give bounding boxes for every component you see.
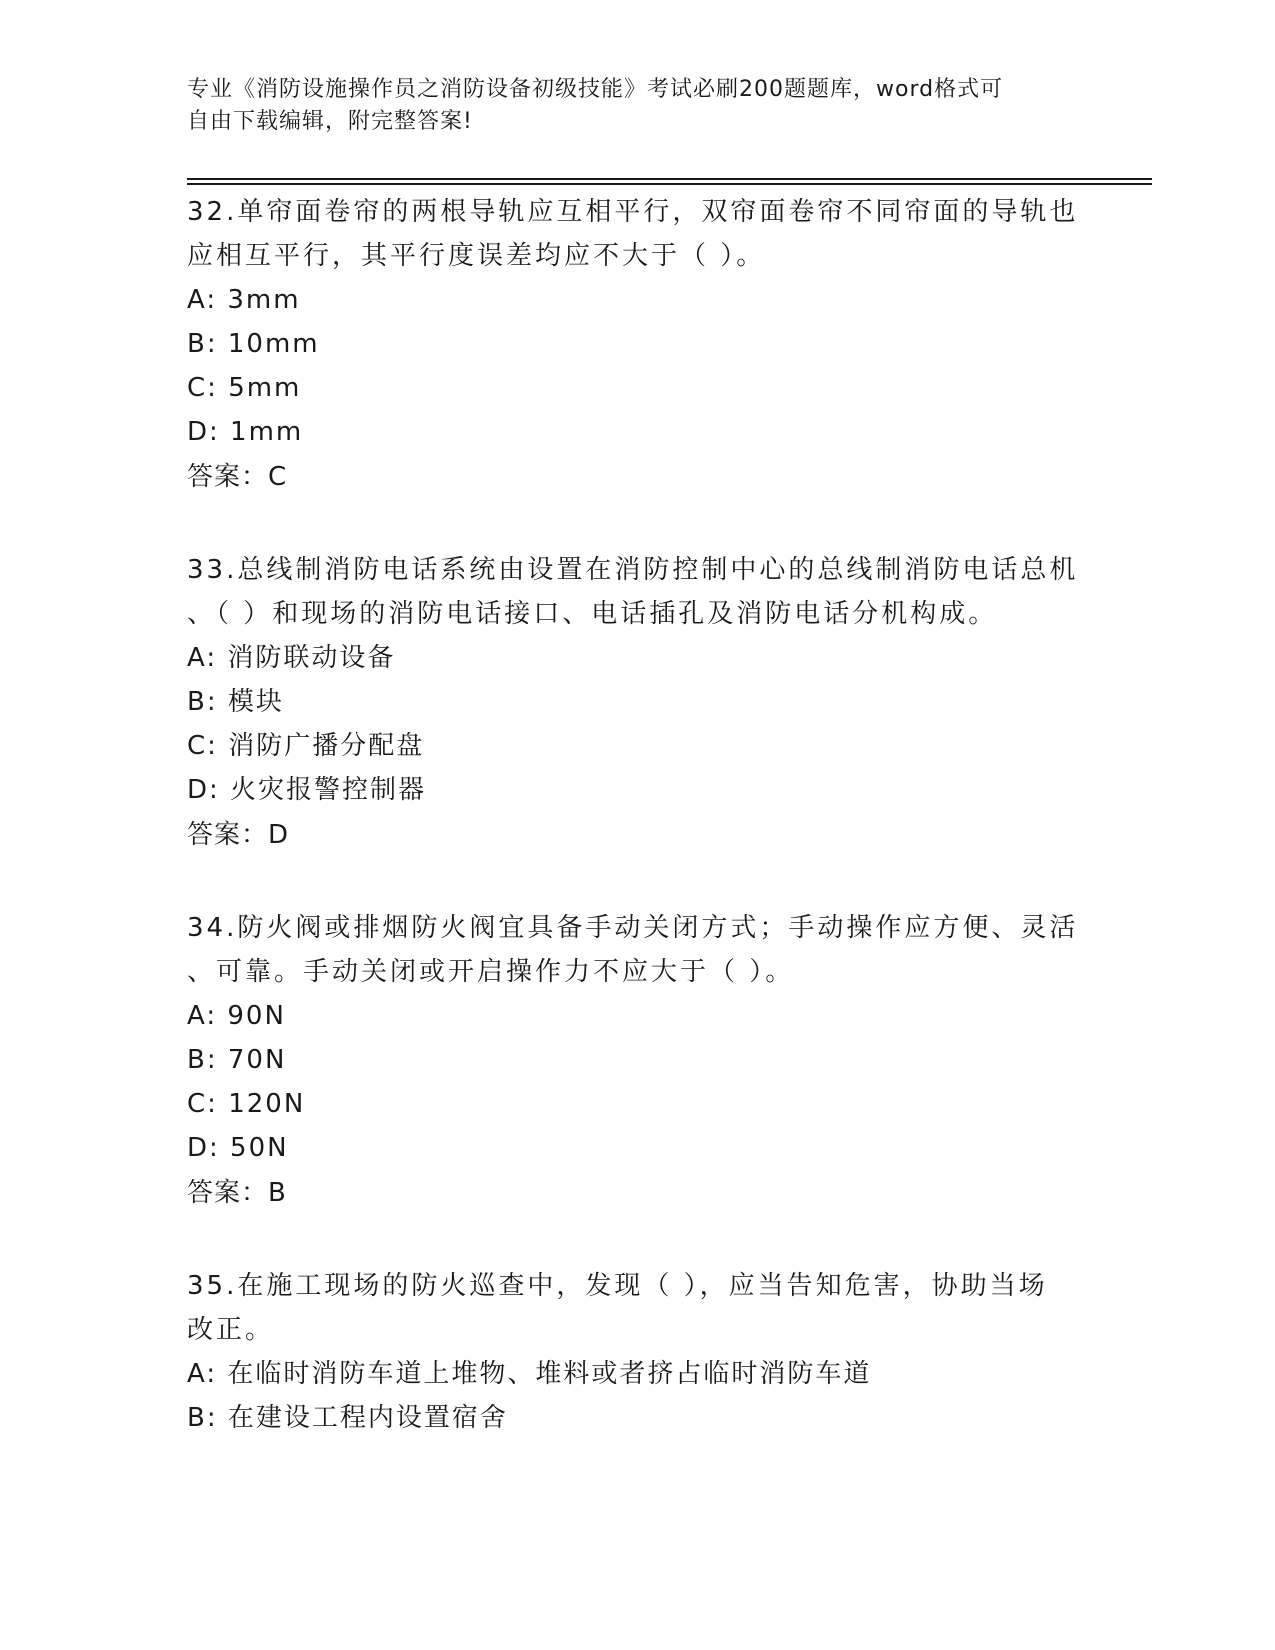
option-key: A: xyxy=(187,643,218,673)
header-line-2: 自由下载编辑，附完整答案! xyxy=(187,109,473,134)
option-value: 1mm xyxy=(230,417,304,447)
option-b xyxy=(187,1396,1087,1440)
option-d xyxy=(187,1126,1087,1170)
option-d xyxy=(187,768,1087,812)
question-text-line-2: 、（ ）和现场的消防电话接口、电话插孔及消防电话分机构成。 xyxy=(187,599,998,629)
question-text xyxy=(187,548,1087,636)
option-key: B: xyxy=(187,1403,218,1433)
option-value: 5mm xyxy=(228,373,302,403)
option-key: A: xyxy=(187,1001,218,1031)
option-a xyxy=(187,994,1087,1038)
question-35 xyxy=(187,1264,1087,1440)
question-33 xyxy=(187,548,1087,858)
answer-label: 答案：D xyxy=(187,820,290,850)
option-key: C: xyxy=(187,731,218,761)
option-c xyxy=(187,724,1087,768)
option-value: 消防广播分配盘 xyxy=(228,731,425,761)
option-key: B: xyxy=(187,687,218,717)
option-value: 模块 xyxy=(227,687,284,717)
option-b xyxy=(187,680,1087,724)
header-divider-bottom xyxy=(187,183,1152,185)
option-d xyxy=(187,410,1087,454)
option-key: C: xyxy=(187,373,218,403)
option-a xyxy=(187,278,1087,322)
option-c xyxy=(187,1082,1087,1126)
question-text-line-1: 35.在施工现场的防火巡查中，发现（ ），应当告知危害，协助当场 xyxy=(187,1271,1048,1301)
option-value: 90N xyxy=(227,1001,286,1031)
option-a xyxy=(187,636,1087,680)
option-key: B: xyxy=(187,329,218,359)
option-b xyxy=(187,322,1087,366)
option-c xyxy=(187,366,1087,410)
question-text-line-1: 33.总线制消防电话系统由设置在消防控制中心的总线制消防电话总机 xyxy=(187,555,1079,585)
option-value: 火灾报警控制器 xyxy=(230,775,427,805)
document-header xyxy=(187,74,1067,138)
question-text xyxy=(187,906,1087,994)
option-value: 10mm xyxy=(227,329,320,359)
question-34 xyxy=(187,906,1087,1216)
option-value: 3mm xyxy=(227,285,301,315)
option-value: 在建设工程内设置宿舍 xyxy=(227,1403,508,1433)
question-text xyxy=(187,1264,1087,1352)
option-b xyxy=(187,1038,1087,1082)
option-value: 在临时消防车道上堆物、堆料或者挤占临时消防车道 xyxy=(227,1359,872,1389)
option-value: 50N xyxy=(230,1133,289,1163)
option-key: A: xyxy=(187,1359,218,1389)
header-line-1: 专业《消防设施操作员之消防设备初级技能》考试必刷200题题库，word格式可 xyxy=(187,77,1004,102)
header-divider-top xyxy=(187,178,1152,180)
answer-label: 答案：C xyxy=(187,462,288,492)
option-key: D: xyxy=(187,417,220,447)
question-text-line-2: 应相互平行，其平行度误差均应不大于（ ）。 xyxy=(187,241,766,271)
option-key: D: xyxy=(187,1133,220,1163)
option-a xyxy=(187,1352,1087,1396)
option-key: D: xyxy=(187,775,220,805)
option-value: 消防联动设备 xyxy=(227,643,396,673)
answer-label: 答案：B xyxy=(187,1178,287,1208)
question-32 xyxy=(187,190,1087,500)
question-text xyxy=(187,190,1087,278)
option-value: 120N xyxy=(228,1089,306,1119)
question-text-line-2: 改正。 xyxy=(187,1315,275,1345)
question-text-line-1: 32.单帘面卷帘的两根导轨应互相平行，双帘面卷帘不同帘面的导轨也 xyxy=(187,197,1079,227)
question-text-line-2: 、可靠。手动关闭或开启操作力不应大于（ ）。 xyxy=(187,957,795,987)
option-key: A: xyxy=(187,285,218,315)
option-value: 70N xyxy=(227,1045,287,1075)
option-key: C: xyxy=(187,1089,218,1119)
question-list xyxy=(187,190,1087,1488)
option-key: B: xyxy=(187,1045,218,1075)
question-text-line-1: 34.防火阀或排烟防火阀宜具备手动关闭方式；手动操作应方便、灵活 xyxy=(187,913,1079,943)
